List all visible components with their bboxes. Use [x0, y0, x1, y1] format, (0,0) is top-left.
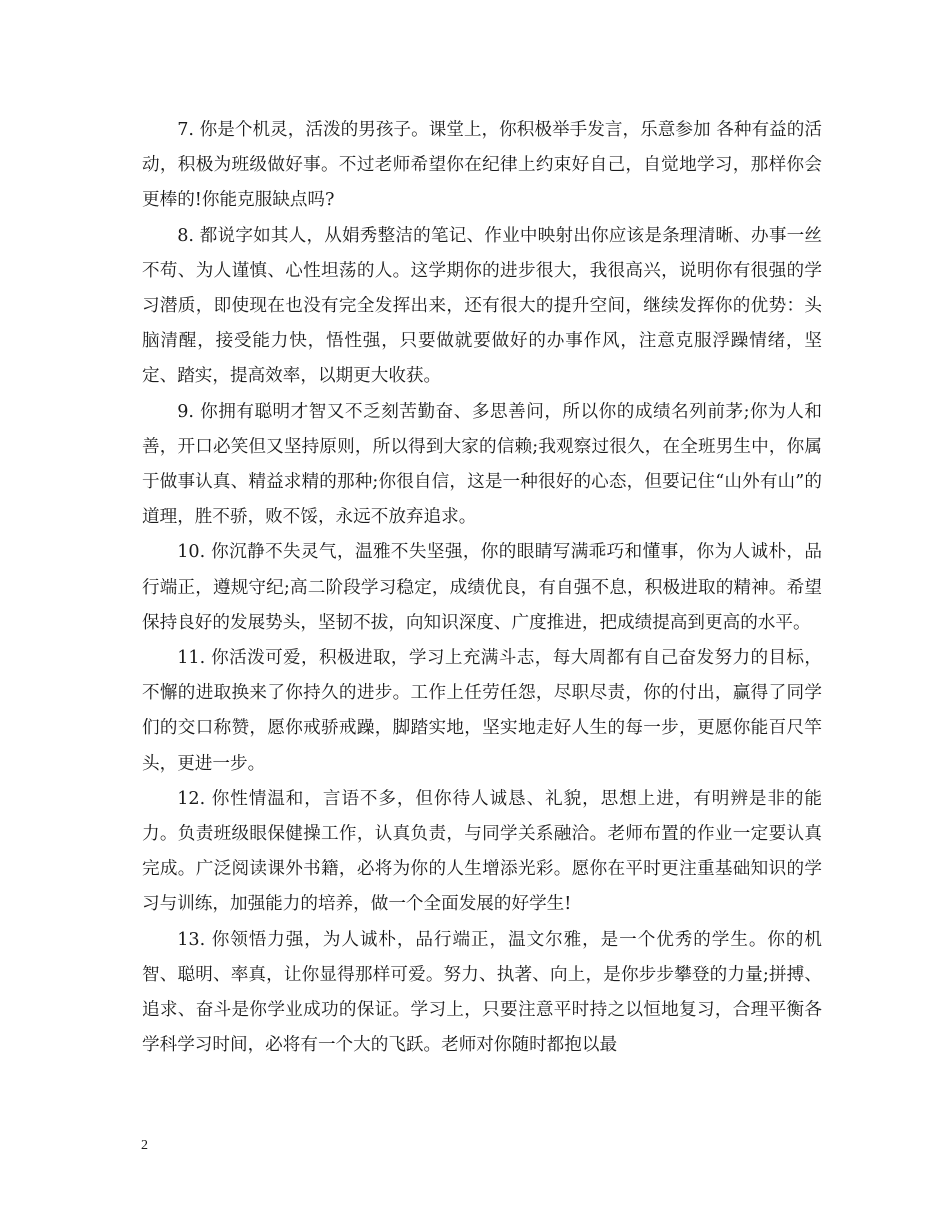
paragraph-12: 12. 你性情温和，言语不多，但你待人诚恳、礼貌，思想上进，有明辨是非的能力。负责班级眼保健操工作，认真负责，与同学关系融洽。老师布置的作业一定要认真完成。广泛阅读课外书籍，必将为你的人生增添光彩。愿你在平时更注重基础知识的学习与训练，加强能力的培养，做一个全面发展的好学生! — [142, 788, 822, 915]
page-number: 2 — [141, 1138, 148, 1153]
paragraph-7: 7. 你是个机灵，活泼的男孩子。课堂上，你积极举手发言，乐意参加 各种有益的活动，积极为班级做好事。不过老师希望你在纪律上约束好自己，自觉地学习，那样你会更棒的!你能克服缺点吗? — [142, 120, 822, 211]
paragraph-13: 13. 你领悟力强，为人诚朴，品行端正，温文尔雅，是一个优秀的学生。你的机智、聪明、率真，让你显得那样可爱。努力、执著、向上，是你步步攀登的力量;拼搏、追求、奋斗是你学业成功的保证。学习上，只要注意平时持之以恒地复习，合理平衡各学科学习时间，必将有一个大的飞跃。老师对你随时都抱以最 — [142, 929, 822, 1056]
paragraph-9: 9. 你拥有聪明才智又不乏刻苦勤奋、多思善问，所以你的成绩名列前茅;你为人和善，开口必笑但又坚持原则，所以得到大家的信赖;我观察过很久，在全班男生中，你属于做事认真、精益求精的那种;你很自信，这是一种很好的心态，但要记住“山外有山”的道理，胜不骄，败不馁，永远不放弃追求。 — [142, 401, 822, 528]
document-body — [142, 113, 822, 1063]
paragraph-11: 11. 你活泼可爱，积极进取，学习上充满斗志，每大周都有自己奋发努力的目标，不懈的进取换来了你持久的进步。工作上任劳任怨，尽职尽责，你的付出，赢得了同学们的交口称赞，愿你戒骄戒躁，脚踏实地，坚实地走好人生的每一步，更愿你能百尺竿头，更进一步。 — [142, 648, 822, 774]
paragraph-8: 8. 都说字如其人，从娟秀整洁的笔记、作业中映射出你应该是条理清晰、办事一丝不苟、为人谨慎、心性坦荡的人。这学期你的进步很大，我很高兴，说明你有很强的学习潜质，即使现在也没有完全发挥出来，还有很大的提升空间，继续发挥你的优势：头脑清醒，接受能力快，悟性强，只要做就要做好的办事作风，注意克服浮躁情绪，坚定、踏实，提高效率，以期更大收获。 — [142, 225, 822, 387]
paragraph-10: 10. 你沉静不失灵气，温雅不失坚强，你的眼睛写满乖巧和懂事，你为人诚朴，品行端正，遵规守纪;高二阶段学习稳定，成绩优良，有自强不息，积极进取的精神。希望保持良好的发展势头，坚韧不拔，向知识深度、广度推进，把成绩提高到更高的水平。 — [142, 542, 822, 633]
